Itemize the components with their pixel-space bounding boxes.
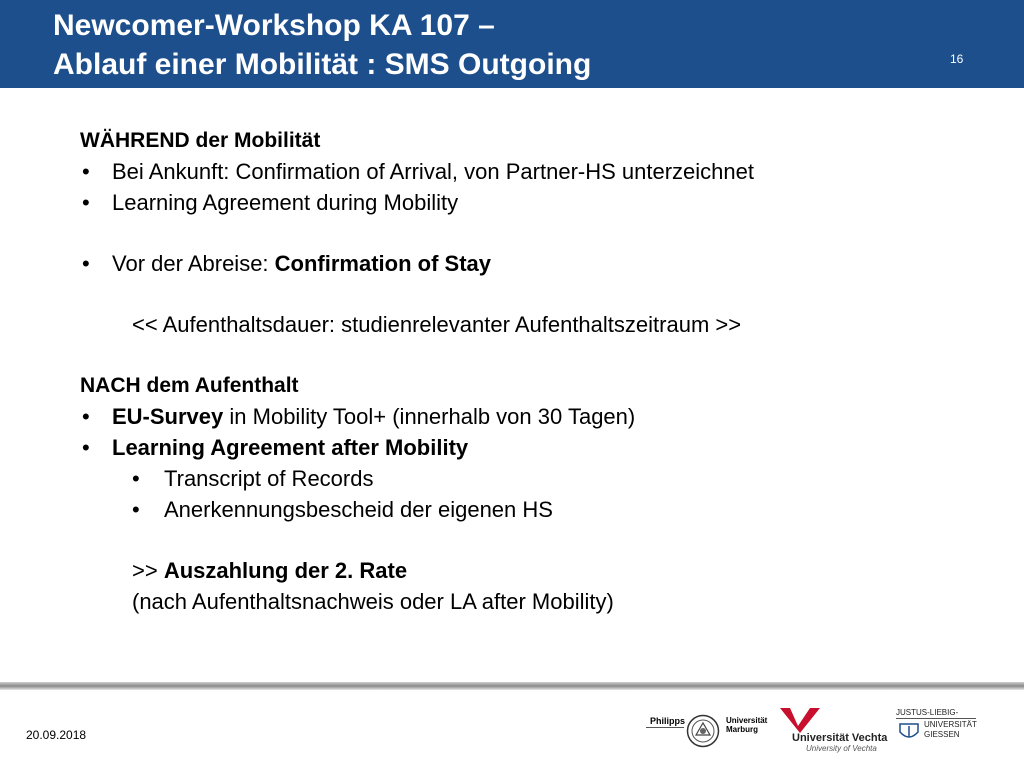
- giessen-emblem-icon: [898, 722, 920, 742]
- sub-bullet-recognition: [80, 494, 980, 525]
- slide-title-line-2: Ablauf einer Mobilität : SMS Outgoing: [53, 48, 592, 81]
- bullet-item-la-during: [80, 187, 980, 218]
- bullet-item-la-after: [80, 432, 980, 463]
- bullet-icon: •: [132, 497, 140, 522]
- bullet-icon: •: [82, 251, 90, 276]
- la-after-label: Learning Agreement after Mobility: [112, 435, 469, 460]
- bullet-text: Transcript of Records: [164, 466, 374, 491]
- during-heading: WÄHREND der Mobilität: [80, 129, 321, 152]
- after-heading: NACH dem Aufenthalt: [80, 374, 299, 397]
- payout-line: [80, 555, 980, 586]
- university-logos: [640, 702, 1024, 762]
- before-departure-prefix: Vor der Abreise:: [112, 251, 275, 276]
- bullet-icon: •: [82, 404, 90, 429]
- giessen-uni-text: UNIVERSITÄT: [924, 720, 977, 729]
- title-bar: [0, 0, 1024, 88]
- bullet-icon: •: [82, 190, 90, 215]
- eu-survey-label: EU-Survey: [112, 404, 224, 429]
- slide-title: [53, 6, 591, 84]
- duration-note: << Aufenthaltsdauer: studienrelevanter Aufenthaltszeitraum >>: [132, 312, 742, 337]
- marburg-uni-text: Universität Marburg: [726, 716, 768, 734]
- marburg-philipps-text: Philipps: [650, 716, 686, 726]
- vechta-subtitle: University of Vechta: [806, 744, 877, 753]
- bullet-icon: •: [82, 159, 90, 184]
- bullet-text: Anerkennungsbescheid der eigenen HS: [164, 497, 553, 522]
- eu-survey-text: in Mobility Tool+ (innerhalb von 30 Tagen): [223, 404, 636, 429]
- confirmation-of-stay: Confirmation of Stay: [274, 251, 491, 276]
- giessen-top-text: JUSTUS-LIEBIG-: [896, 708, 959, 717]
- footer-date: 20.09.2018: [26, 728, 87, 742]
- giessen-logo: [892, 708, 982, 752]
- slide-title-line-1: Newcomer-Workshop KA 107 –: [53, 9, 495, 42]
- bullet-text: Bei Ankunft: Confirmation of Arrival, von Partner-HS unterzeichnet: [112, 159, 754, 184]
- vechta-name: Universität Vechta: [792, 732, 888, 744]
- vechta-v-icon: [778, 706, 822, 734]
- giessen-city-text: GIESSEN: [924, 730, 960, 739]
- bullet-item-arrival: [80, 156, 980, 187]
- payout-prefix: >>: [132, 558, 164, 583]
- bullet-item-before-departure: [80, 248, 980, 279]
- payout-note: (nach Aufenthaltsnachweis oder LA after Mobility): [132, 589, 614, 614]
- bullet-icon: •: [132, 466, 140, 491]
- marburg-seal-icon: [686, 714, 720, 748]
- page-number: 16: [950, 52, 964, 66]
- bullet-item-eu-survey: [80, 401, 980, 432]
- footer-divider: [0, 682, 1024, 690]
- bullet-text: Learning Agreement during Mobility: [112, 190, 459, 215]
- slide-body: [80, 125, 980, 617]
- bullet-icon: •: [82, 435, 90, 460]
- sub-bullet-transcript: [80, 463, 980, 494]
- marburg-logo: [646, 714, 768, 748]
- payout-label: Auszahlung der 2. Rate: [163, 558, 408, 583]
- vechta-logo: [774, 706, 888, 754]
